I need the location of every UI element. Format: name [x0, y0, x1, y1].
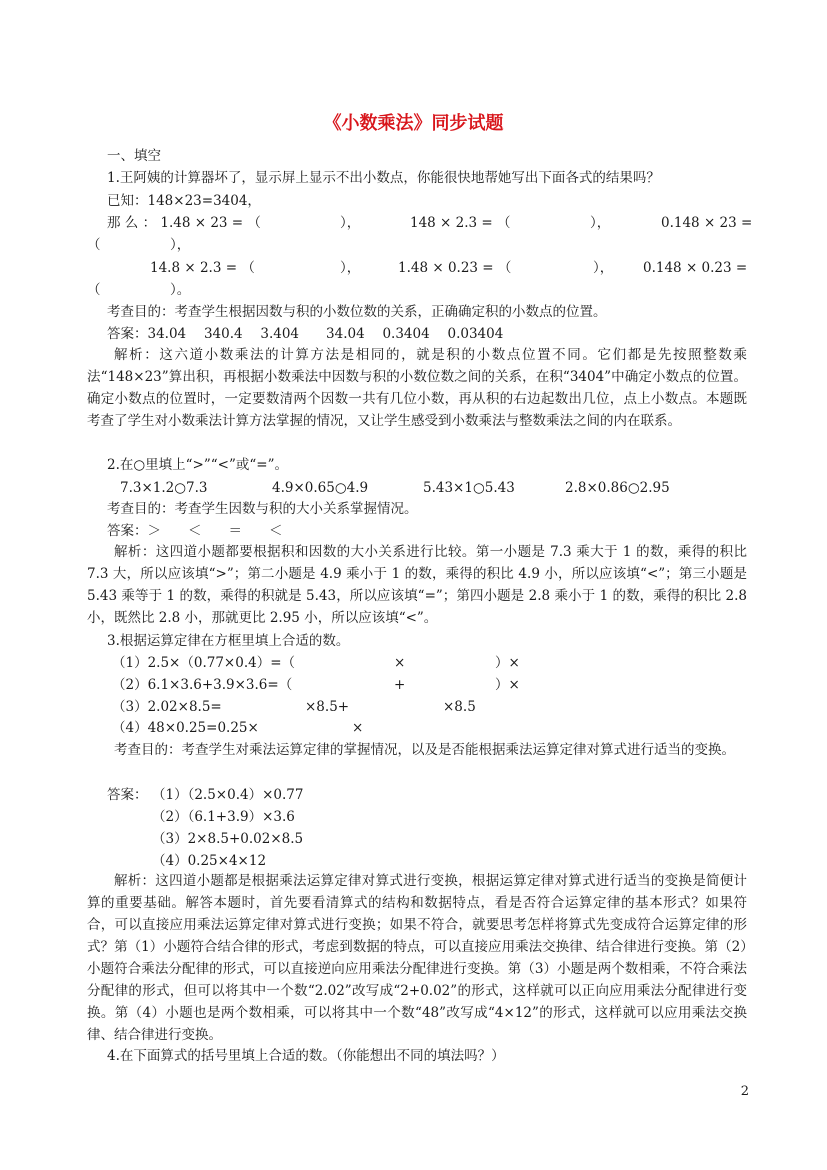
q1-line3-a: 14.8 × 2.3 = （	[150, 260, 255, 276]
q1-line1-b: ），	[340, 215, 361, 231]
q3-line3-a: （3）2.02×8.5=	[112, 699, 222, 715]
q3-purpose: 考查目的：考查学生对乘法运算定律的掌握情况，以及是否能根据乘法运算定律对算式进行适当的变换。	[114, 742, 735, 758]
q2-item-2: 4.9×0.65○4.9	[272, 480, 369, 496]
q1-line3-c: 1.48 × 0.23 = （	[398, 260, 512, 276]
q1-line3-e: 0.148 × 0.23 =	[643, 260, 748, 276]
page-title: 《小数乘法》同步试题	[323, 113, 504, 134]
question-2-stem: 2.在○里填上“>”“<”或“=”。	[107, 457, 289, 473]
q3-line2-c: ）×	[495, 677, 520, 693]
q2-purpose: 考查目的：考查学生因数与积的大小关系掌握情况。	[107, 501, 418, 517]
q3-line3-c: ×8.5	[443, 699, 476, 715]
section-heading: 一、填空	[107, 148, 161, 164]
q3-line1-a: （1）2.5×（0.77×0.4）=（	[112, 655, 296, 671]
q3-answer-3: （3）2×8.5+0.02×8.5	[152, 831, 304, 847]
q3-answer-label: 答案：	[107, 787, 148, 803]
q3-line3-b: ×8.5+	[305, 699, 350, 715]
q3-line1-c: ）×	[495, 655, 520, 671]
q1-line1-a: 那 么 ： 1.48 × 23 = （	[107, 215, 261, 231]
q3-line2-a: （2）6.1×3.6+3.9×3.6=（	[112, 677, 293, 693]
q1-purpose: 考查目的：考查学生根据因数与积的小数位数的关系，正确确定积的小数点的位置。	[107, 304, 607, 320]
q1-line2-a: （	[87, 237, 101, 253]
question-1-stem: 1.王阿姨的计算器坏了，显示屏上显示不出小数点，你能很快地帮她写出下面各式的结果吗？	[107, 170, 660, 186]
q1-analysis: 解析：这六道小数乘法的计算方法是相同的，就是积的小数点位置不同。它们都是先按照整数乘法“148×23”算出积，再根据小数乘法中因数与积的小数位数之间的关系，在积“3404”中确定小数点的位置。确定小数点的位置时，一定要数清两个因数一共有几位小数，再从积的右边起数出几位，点上小数点。本题既考查了学生对小数乘法计算方法掌握的情况，又让学生感受到小数乘法与整数乘法之间的内在联系。	[87, 347, 747, 429]
q1-line3-d: ），	[593, 260, 614, 276]
q1-line4-a: （	[87, 282, 101, 298]
q1-answer: 答案：34.04 340.4 3.404 34.04 0.3404 0.03404	[107, 326, 504, 342]
q1-line2-b: ），	[170, 237, 191, 253]
question-3-stem: 3.根据运算定律在方框里填上合适的数。	[107, 633, 350, 649]
q3-line2-b: +	[394, 677, 406, 693]
q2-answer: 答案：＞ ＜ ＝ ＜	[107, 523, 283, 539]
q3-answer-1: （1）（2.5×0.4）×0.77	[152, 787, 304, 803]
q3-line1-b: ×	[394, 655, 406, 671]
q1-line1-d: ），	[590, 215, 611, 231]
q2-item-1: 7.3×1.2○7.3	[120, 480, 208, 496]
q3-answer-2: （2）（6.1+3.9）×3.6	[152, 809, 295, 825]
q2-item-4: 2.8×0.86○2.95	[565, 480, 670, 496]
q2-item-3: 5.43×1○5.43	[423, 480, 515, 496]
q1-line4-b: ）。	[170, 282, 191, 298]
q3-analysis: 解析：这四道小题都是根据乘法运算定律对算式进行变换，根据运算定律对算式进行适当的变换是简便计算的重要基础。解答本题时，首先要看清算式的结构和数据特点，看是否符合运算定律的基本形式？如果符合，可以直接应用乘法运算定律对算式进行变换；如果不符合，就要思考怎样将算式先变成符合运算定律的形式？第（1）小题符合结合律的形式，考虑到数据的特点，可以直接应用乘法交换律、结合律进行变换。第（2）小题符合乘法分配律的形式，可以直接逆向应用乘法分配律进行变换。第（3）小题是两个数相乘，不符合乘法分配律的形式，但可以将其中一个数“2.02”改写成“2+0.02”的形式，这样就可以正向应用乘法分配律进行变换。第（4）小题也是两个数相乘，可以将其中一个数“48”改写成“4×12”的形式，这样就可以应用乘法交换律、结合律进行变换。	[87, 873, 747, 1043]
q2-analysis: 解析：这四道小题都要根据积和因数的大小关系进行比较。第一小题是 7.3 乘大于 1 的数，乘得的积比 7.3 大，所以应该填“>”；第二小题是 4.9 乘小于 1 的数，乘得的积比 4.9 小，所以应该填“<”；第三小题是 5.43 乘等于 1 的数，乘得的积就是 5.43，所以应该填“=”；第四小题是 2.8 乘小于 1 的数，乘得的积比 2.8 小，既然比 2.8 小，那就更比 2.95 小，所以应该填“<”。	[87, 544, 747, 626]
q1-line1-e: 0.148 × 23 =	[661, 215, 753, 231]
page-number: 2	[740, 1084, 749, 1099]
question-4-stem: 4.在下面算式的括号里填上合适的数。（你能想出不同的填法吗？）	[107, 1048, 505, 1064]
q3-line4-a: （4）48×0.25=0.25×	[112, 720, 259, 736]
question-1-known: 已知：148×23=3404，	[107, 193, 261, 209]
q1-line1-c: 148 × 2.3 = （	[410, 215, 511, 231]
q3-line4-b: ×	[352, 720, 364, 736]
q1-line3-b: ），	[340, 260, 361, 276]
q3-answer-4: （4）0.25×4×12	[152, 853, 267, 869]
